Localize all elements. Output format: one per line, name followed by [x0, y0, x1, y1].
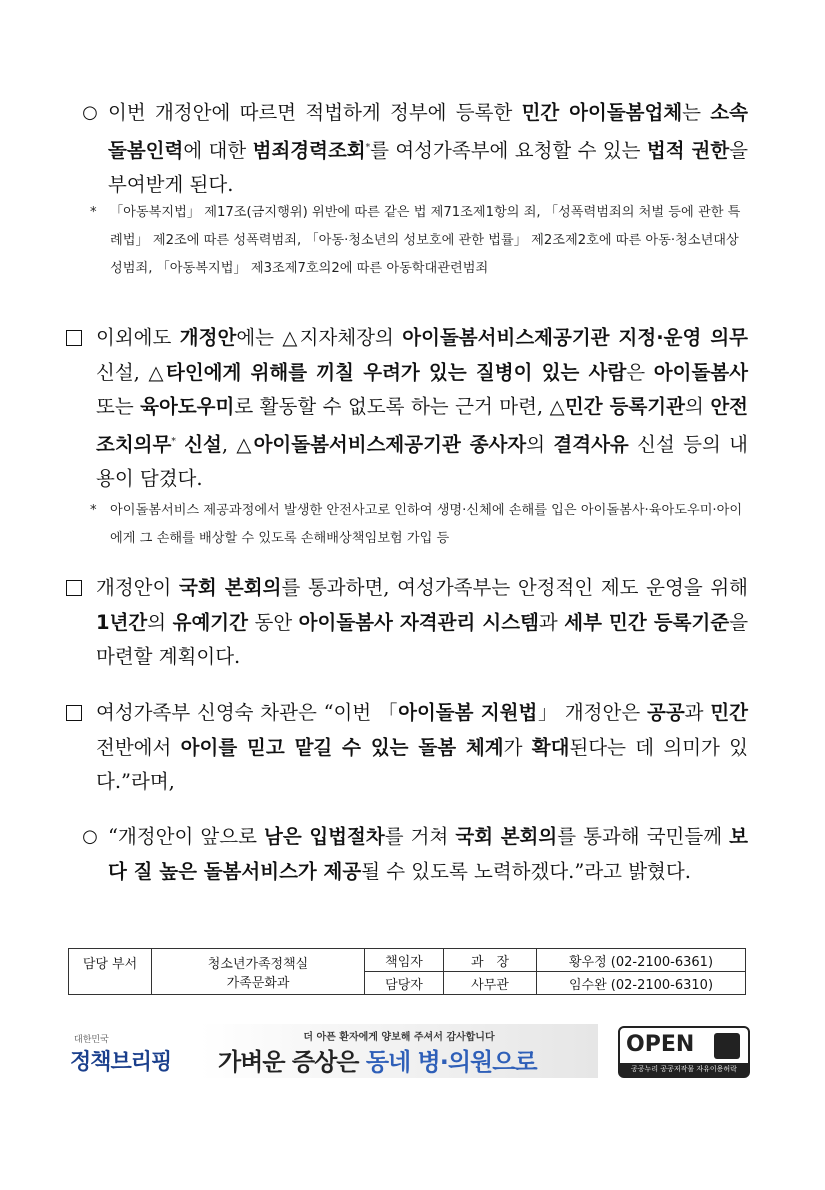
text-segment: 가	[503, 735, 532, 759]
paragraph-2	[0, 321, 825, 497]
banner-main-b: 동네 병·의원으로	[365, 1048, 537, 1076]
text-segment: , △	[221, 432, 254, 456]
text-segment	[176, 433, 184, 456]
dept-name-cell	[152, 949, 365, 995]
text-segment: 를 거쳐	[384, 825, 456, 848]
bold-text-segment: 소속 돌봄인력	[108, 101, 748, 162]
bold-text-segment: 민간 등록기관	[564, 395, 685, 418]
open-word: OPEN	[626, 1032, 695, 1057]
text-segment: 여성가족부 신영숙 차관은 “이번 「	[96, 701, 399, 724]
bold-text-segment: 개정안	[179, 326, 237, 349]
text-segment: “개정안이 앞으로	[108, 825, 264, 848]
footnote-2-text: 아이돌봄서비스 제공과정에서 발생한 안전사고로 인하여 생명·신체에 손해를 입은 아이돌봄사·육아도우미·아이에게 그 손해를 배상할 수 있도록 손해배상책임보험 가입 등	[110, 503, 743, 546]
footnote-2	[90, 497, 750, 553]
bold-text-segment: 아이돌봄 지원법	[398, 701, 538, 724]
banner-main-text	[218, 1042, 537, 1077]
title-cell: 과 장	[444, 949, 537, 972]
text-segment: 될 수 있도록 노력하겠다.”라고 밝혔다.	[361, 859, 691, 883]
footnote-star: *	[90, 205, 97, 220]
text-segment: 의	[684, 395, 711, 418]
text-segment: 를 통과해 국민들께	[557, 825, 730, 848]
bold-text-segment: 남은 입법절차	[263, 825, 385, 848]
campaign-banner	[200, 1024, 598, 1078]
text-segment: 에는 △지자체장의	[236, 326, 403, 349]
text-segment: 과	[538, 610, 565, 634]
circle-marker: ○	[82, 102, 98, 123]
role-cell: 담당자	[365, 972, 444, 995]
text-segment: 이외에도	[96, 326, 180, 349]
text-segment: *	[171, 436, 176, 447]
text-segment: *	[365, 142, 371, 153]
text-segment: 신설 등의 내용이 담겼다.	[96, 432, 748, 490]
table-row	[69, 949, 746, 972]
bold-text-segment: 국회 본회의	[179, 576, 282, 599]
open-sub-text: 공공누리 공공저작물 자유이용허락	[620, 1063, 748, 1076]
role-cell: 책임자	[365, 949, 444, 972]
banner-main-a: 가벼운 증상은	[218, 1048, 366, 1076]
text-segment: 이번 개정안에 따르면 적법하게 정부에 등록한	[108, 101, 522, 124]
footnote-star: *	[90, 503, 97, 518]
text-segment: 과	[684, 701, 711, 724]
text-segment: 을 부여받게 된다.	[108, 138, 749, 196]
paragraph-1	[0, 96, 825, 203]
dept-line-1: 청소년가족정책실	[207, 956, 309, 972]
footer	[0, 1020, 825, 1080]
bold-text-segment: 민간 아이돌봄업체	[521, 101, 683, 124]
bold-text-segment: 타인에게 위해를 끼칠 우려가 있는 질병이 있는 사람	[165, 360, 627, 384]
bold-text-segment: 범죄경력조회	[252, 138, 366, 162]
bold-text-segment: 공공	[646, 701, 685, 724]
circle-marker: ○	[82, 826, 98, 847]
paragraph-4-text	[96, 696, 748, 800]
logo-small-text: 대한민국	[74, 1035, 109, 1045]
paragraph-2-text	[96, 321, 748, 497]
bold-text-segment: 결격사유	[553, 432, 629, 456]
bold-text-segment: 신설	[184, 432, 222, 456]
text-segment: 」 개정안은	[537, 701, 647, 724]
text-segment: 의	[526, 432, 554, 456]
bold-text-segment: 아이돌봄사	[653, 360, 748, 384]
square-marker	[66, 705, 82, 721]
bold-text-segment: 1년간	[96, 610, 148, 634]
bold-text-segment: 법적 권한	[646, 138, 730, 162]
bold-text-segment: 국회 본회의	[455, 825, 558, 848]
text-segment: 에 대한	[183, 138, 253, 162]
bold-text-segment: 세부 민간 등록기준	[564, 610, 730, 634]
text-segment: 된다는 데 의미가 있다.”라며,	[96, 735, 748, 793]
bold-text-segment: 안전조치의무	[96, 395, 748, 456]
text-segment: 는	[682, 101, 711, 124]
korea-policy-briefing-logo	[70, 1032, 171, 1076]
bold-text-segment: 유예기간	[172, 610, 248, 634]
text-segment: 로 활동할 수 없도록 하는 근거 마련, △	[234, 395, 565, 418]
text-segment: 전반에서	[96, 735, 181, 759]
paragraph-3	[0, 571, 825, 675]
bold-text-segment: 아이돌봄서비스제공기관 종사자	[253, 432, 527, 456]
paragraph-1-text	[108, 96, 748, 203]
logo-big-text: 정책브리핑	[70, 1050, 172, 1075]
license-type-icon	[714, 1033, 740, 1059]
bold-text-segment: 민간	[710, 701, 748, 724]
square-marker	[66, 330, 82, 346]
title-cell: 사무관	[444, 972, 537, 995]
text-segment: 또는	[96, 395, 141, 418]
paragraph-5-text	[108, 820, 748, 889]
bold-text-segment: 아이돌봄사 자격관리 시스템	[298, 610, 539, 634]
footnote-1-text: 「아동복지법」 제17조(금지행위) 위반에 따른 같은 법 제71조제1항의 죄, 「성폭력범죄의 처벌 등에 관한 특례법」 제2조에 따른 성폭력범죄, 「아동·청소년의 성보호에 관한 법률」 제2조제2호에 따른 아동·청소년대상 성범죄, 「아동복지법」 제3조제7호의2에 따른 아동학대관련범죄	[110, 205, 741, 276]
text-segment: 의	[147, 610, 173, 634]
text-segment: 신설, △	[96, 360, 166, 384]
person-cell: 임수완 (02-2100-6310)	[537, 972, 746, 995]
paragraph-5	[0, 820, 825, 889]
bold-text-segment: 확대	[531, 735, 570, 759]
square-marker	[66, 580, 82, 596]
dept-label-cell: 담당 부서	[69, 949, 152, 995]
paragraph-3-text	[96, 571, 748, 675]
person-cell: 황우정 (02-2100-6361)	[537, 949, 746, 972]
banner-top-text: 더 아픈 환자에게 양보해 주셔서 감사합니다	[303, 1032, 495, 1043]
text-segment: 를 여성가족부에 요청할 수 있는	[370, 138, 647, 162]
text-segment: 동안	[247, 610, 299, 634]
dept-line-2: 가족문화과	[226, 975, 290, 991]
text-segment: 은	[626, 360, 654, 384]
kogl-open-license-badge	[618, 1026, 750, 1078]
text-segment: 을 마련할 계획이다.	[96, 610, 749, 668]
bold-text-segment: 육아도우미	[140, 395, 235, 418]
bold-text-segment: 아이를 믿고 맡길 수 있는 돌봄 체계	[180, 735, 504, 759]
text-segment: 개정안이	[96, 576, 180, 599]
footnote-1	[90, 199, 750, 283]
bold-text-segment: 보다 질 높은 돌봄서비스가 제공	[108, 825, 748, 883]
contact-table	[68, 948, 746, 995]
bold-text-segment: 아이돌봄서비스제공기관 지정·운영 의무	[402, 326, 748, 349]
paragraph-4	[0, 696, 825, 800]
text-segment: 를 통과하면, 여성가족부는 안정적인 제도 운영을 위해	[281, 576, 748, 599]
